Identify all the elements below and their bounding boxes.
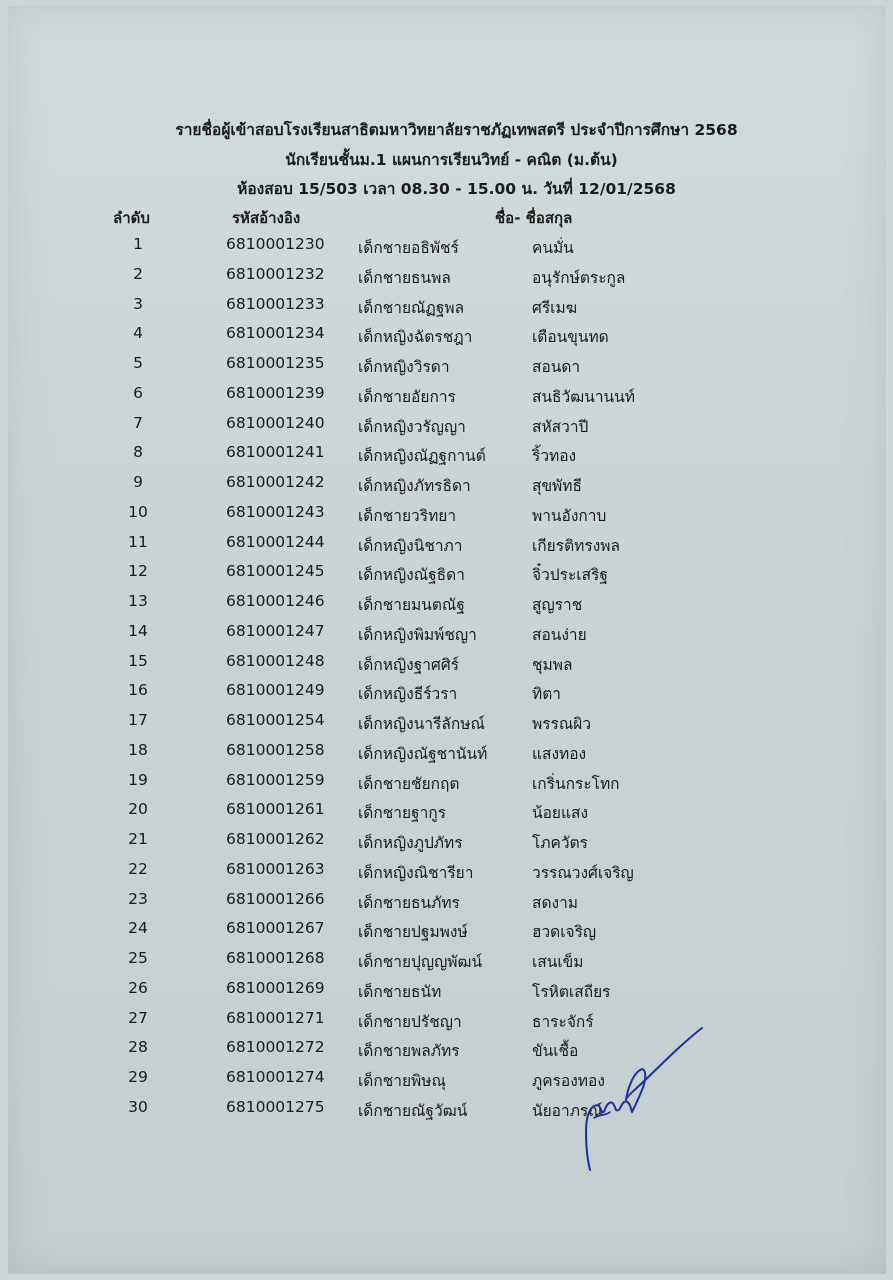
table-row [0,382,893,412]
student-first-name: เด็กหญิงธีร์วรา [358,685,458,704]
table-row [0,263,893,293]
row-number: 11 [128,532,148,551]
student-first-name: เด็กชายปรัชญา [358,1012,462,1031]
student-last-name: สอนดา [532,358,581,376]
reference-code: 6810001267 [226,919,325,938]
student-last-name: ฮวดเจริญ [532,923,597,942]
row-number: 19 [128,770,148,789]
reference-code: 6810001266 [226,889,325,908]
row-number: 1 [133,235,143,253]
reference-code: 6810001274 [226,1068,325,1086]
student-first-name: เด็กหญิงฐาศศิร์ [358,655,459,674]
table-row [0,917,893,947]
table-row [0,620,893,650]
student-first-name: เด็กหญิงนิชาภา [358,536,463,555]
reference-code: 6810001259 [226,770,325,789]
student-first-name: เด็กชายปฐมพงษ์ [358,923,468,942]
student-first-name: เด็กหญิงฉัตรชฎา [358,328,473,347]
reference-code: 6810001249 [226,681,325,700]
row-number: 22 [128,859,148,878]
reference-code: 6810001230 [226,235,325,253]
exam-room-info: ห้องสอบ 15/503 เวลา 08.30 - 15.00 น. วันที่ 12/01/2568 [237,180,676,198]
reference-code: 6810001275 [226,1097,325,1116]
column-header-name: ชื่อ- ชื่อสกุล [495,209,573,227]
reference-code: 6810001242 [226,473,325,491]
student-first-name: เด็กชายปุญญพัฒน์ [358,953,483,971]
student-first-name: เด็กชายฐากูร [358,804,447,823]
student-last-name: เสนเข็ม [532,953,584,971]
reference-code: 6810001248 [226,651,325,670]
reference-code: 6810001234 [226,324,325,343]
row-number: 8 [133,443,143,462]
student-last-name: สนธิวัฒนานนท์ [532,387,635,406]
student-last-name: ทิตา [532,685,561,704]
student-last-name: จิ๋วประเสริฐ [532,566,608,585]
row-number: 12 [128,562,148,581]
student-first-name: เด็กชายอัยการ [358,387,456,406]
reference-code: 6810001268 [226,949,325,967]
reference-code: 6810001246 [226,592,325,610]
row-number: 21 [128,830,148,848]
row-number: 26 [128,978,148,997]
row-number: 7 [133,413,143,432]
student-first-name: เด็กชายชัยกฤต [358,774,460,793]
reference-code: 6810001272 [226,1038,325,1057]
student-last-name: วรรณวงศ์เจริญ [532,863,634,882]
row-number: 17 [128,711,148,729]
student-first-name: เด็กชายณัฏฐพล [358,298,465,317]
row-number: 2 [133,264,143,283]
student-last-name: พานอังกาบ [532,506,607,525]
student-last-name: ภูครองทอง [532,1072,605,1090]
student-first-name: เด็กชายธนัท [358,982,442,1001]
table-row [0,531,893,561]
row-number: 30 [128,1097,148,1116]
student-last-name: สอนง่าย [532,625,587,644]
table-row [0,412,893,442]
student-first-name: เด็กชายพิษณุ [358,1072,446,1090]
student-first-name: เด็กชายอธิพัชร์ [358,239,459,257]
reference-code: 6810001243 [226,502,325,521]
reference-code: 6810001241 [226,443,325,462]
student-last-name: ริ้วทอง [532,447,577,466]
student-last-name: ชุมพล [532,655,573,674]
reference-code: 6810001247 [226,621,325,640]
student-first-name: เด็กหญิงภูปภัทร [358,834,463,852]
table-row [0,352,893,382]
reference-code: 6810001258 [226,740,325,759]
student-last-name: เกียรติทรงพล [532,536,620,555]
table-row [0,441,893,471]
reference-code: 6810001232 [226,264,325,283]
student-first-name: เด็กชายมนตณัฐ [358,596,465,614]
student-last-name: สุขพัทธี [532,477,582,495]
reference-code: 6810001263 [226,859,325,878]
document-title: รายชื่อผู้เข้าสอบโรงเรียนสาธิตมหาวิทยาลัยราชภัฏเทพสตรี ประจำปีการศึกษา 2568 [175,121,738,139]
table-row [0,471,893,501]
student-first-name: เด็กหญิงณัฐธิดา [358,566,465,585]
reference-code: 6810001261 [226,800,325,819]
student-last-name: นัยอาภรณ์ [532,1101,603,1120]
reference-code: 6810001239 [226,383,325,402]
row-number: 6 [133,383,143,402]
student-last-name: คนมั่น [532,239,574,257]
table-row [0,501,893,531]
table-row [0,977,893,1007]
row-number: 14 [128,621,148,640]
row-number: 4 [133,324,143,343]
student-last-name: โภควัตร [532,834,589,852]
student-first-name: เด็กหญิงณิชารียา [358,863,474,882]
row-number: 27 [128,1008,148,1027]
table-row [0,293,893,323]
reference-code: 6810001245 [226,562,325,581]
row-number: 5 [133,354,143,372]
table-row [0,739,893,769]
student-first-name: เด็กชายพลภัทร [358,1042,460,1061]
table-row [0,709,893,739]
student-first-name: เด็กหญิงวรัญญา [358,417,466,436]
reference-code: 6810001235 [226,354,325,372]
student-last-name: พรรณผิว [532,715,592,733]
reference-code: 6810001244 [226,532,325,551]
column-header-code: รหัสอ้างอิง [232,209,301,227]
student-last-name: ศรีเมฆ [532,298,578,317]
student-first-name: เด็กชายธนภัทร [358,893,460,912]
student-first-name: เด็กชายธนพล [358,268,451,287]
table-row [0,590,893,620]
row-number: 16 [128,681,148,700]
student-first-name: เด็กชายณัฐวัฒน์ [358,1101,468,1120]
row-number: 24 [128,919,148,938]
table-row [0,1036,893,1066]
table-row [0,769,893,799]
student-last-name: สูญราช [532,596,583,614]
reference-code: 6810001240 [226,413,325,432]
student-first-name: เด็กหญิงภัทรธิดา [358,477,471,495]
reference-code: 6810001269 [226,978,325,997]
student-last-name: ขันเชื้อ [532,1042,579,1061]
table-row [0,798,893,828]
student-last-name: แสงทอง [532,744,587,763]
document-subtitle: นักเรียนชั้นม.1 แผนการเรียนวิทย์ - คณิต (ม.ต้น) [285,151,618,169]
row-number: 29 [128,1068,148,1086]
table-row [0,679,893,709]
table-row [0,560,893,590]
table-row [0,1096,893,1126]
student-first-name: เด็กชายวริทยา [358,506,457,525]
student-last-name: ธาระจักร์ [532,1012,594,1031]
table-row [0,1007,893,1037]
row-number: 15 [128,651,148,670]
student-last-name: สดงาม [532,893,579,912]
table-row [0,1066,893,1096]
table-row [0,233,893,263]
table-row [0,858,893,888]
table-row [0,650,893,680]
reference-code: 6810001254 [226,711,325,729]
row-number: 18 [128,740,148,759]
reference-code: 6810001233 [226,294,325,313]
column-header-order: ลำดับ [113,209,150,227]
reference-code: 6810001271 [226,1008,325,1027]
row-number: 13 [128,592,148,610]
student-first-name: เด็กหญิงนารีลักษณ์ [358,715,485,733]
student-last-name: โรหิตเสถียร [532,982,611,1001]
row-number: 28 [128,1038,148,1057]
student-last-name: เกริ่นกระโทก [532,774,620,793]
student-first-name: เด็กหญิงพิมพ์ชญา [358,625,477,644]
student-last-name: สหัสวาปี [532,417,589,436]
student-first-name: เด็กหญิงวิรดา [358,358,450,376]
student-first-name: เด็กหญิงณัฐชานันท์ [358,744,488,763]
reference-code: 6810001262 [226,830,325,848]
row-number: 9 [133,473,143,491]
student-last-name: เตือนขุนทด [532,328,609,347]
row-number: 23 [128,889,148,908]
table-row [0,828,893,858]
student-last-name: น้อยแสง [532,804,589,823]
row-number: 10 [128,502,148,521]
table-row [0,947,893,977]
row-number: 20 [128,800,148,819]
student-last-name: อนุรักษ์ตระกูล [532,268,626,287]
signature [580,1020,710,1180]
student-list [0,233,893,1126]
row-number: 3 [133,294,143,313]
table-row [0,322,893,352]
row-number: 25 [128,949,148,967]
student-first-name: เด็กหญิงณัฏฐกานต์ [358,447,486,466]
table-row [0,888,893,918]
